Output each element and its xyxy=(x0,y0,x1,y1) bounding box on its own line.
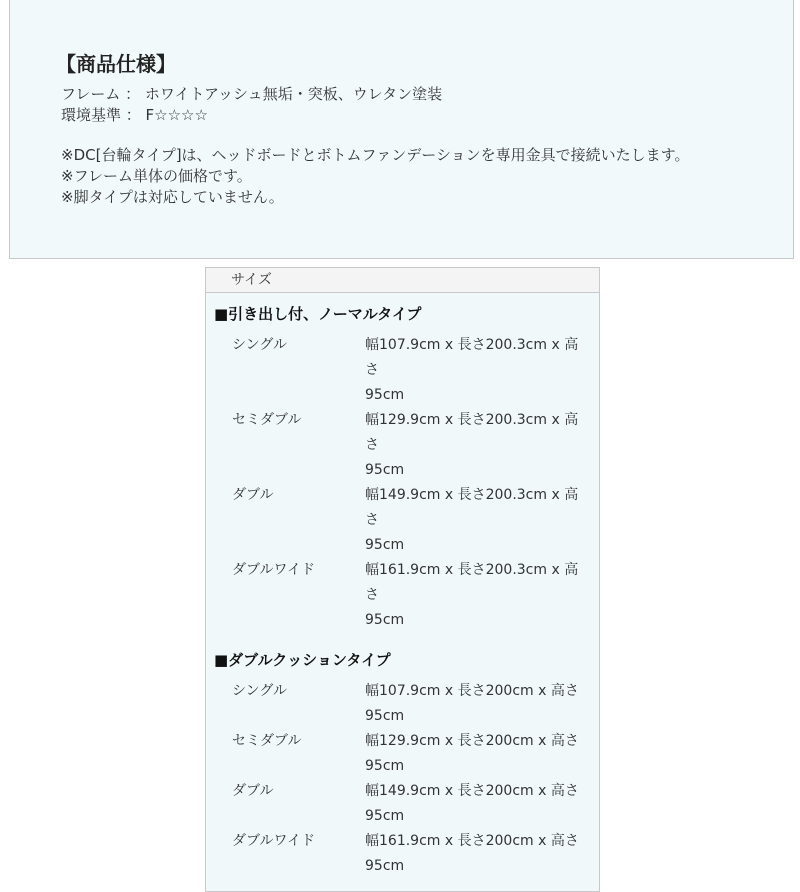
row-dim-line2: 95cm xyxy=(365,858,405,874)
row-size-name: ダブルワイド xyxy=(232,562,316,578)
product-spec-panel xyxy=(9,0,794,259)
size-section-title: ■引き出し付、ノーマルタイプ xyxy=(214,305,422,323)
table-row xyxy=(214,408,591,483)
size-table-header: サイズ xyxy=(206,268,599,293)
note-dc-connection: ※DC[台輪タイプ]は、ヘッドボードとボトムファンデーションを専用金具で接続いたします。 xyxy=(61,146,690,164)
row-dimensions xyxy=(365,829,591,879)
row-dim-line1: 幅149.9cm x 長さ200cm x 高さ xyxy=(365,783,579,799)
row-dim-line2: 95cm xyxy=(365,612,405,628)
table-row xyxy=(214,558,591,633)
size-section xyxy=(214,303,591,633)
size-section xyxy=(214,649,591,879)
row-size-name: ダブル xyxy=(232,487,274,503)
row-size-name: シングル xyxy=(232,337,287,353)
size-section-title: ■ダブルクッションタイプ xyxy=(214,651,391,669)
row-dimensions xyxy=(365,558,591,633)
row-size-name: セミダブル xyxy=(232,733,302,749)
row-dim-line1: 幅107.9cm x 長さ200.3cm x 高さ xyxy=(365,337,579,378)
row-dimensions xyxy=(365,679,591,729)
spec-notes xyxy=(61,145,793,208)
row-dim-line1: 幅149.9cm x 長さ200.3cm x 高さ xyxy=(365,487,579,528)
size-table-body xyxy=(206,293,599,891)
row-dimensions xyxy=(365,779,591,829)
spec-line-frame: フレーム ： ホワイトアッシュ無垢・突板、ウレタン塗装 xyxy=(61,85,443,103)
row-size-name: ダブル xyxy=(232,783,274,799)
row-size-name: シングル xyxy=(232,683,287,699)
spec-panel-title: 【商品仕様】 xyxy=(56,52,176,76)
row-dim-line2: 95cm xyxy=(365,808,405,824)
note-frame-only-price: ※フレーム単体の価格です。 xyxy=(61,167,252,185)
spec-lines xyxy=(61,84,793,126)
row-dim-line1: 幅161.9cm x 長さ200.3cm x 高さ xyxy=(365,562,579,603)
row-dimensions xyxy=(365,729,591,779)
table-row xyxy=(214,729,591,779)
row-dim-line2: 95cm xyxy=(365,708,405,724)
table-row xyxy=(214,483,591,558)
note-leg-type: ※脚タイプは対応していません。 xyxy=(61,188,284,206)
row-dim-line1: 幅129.9cm x 長さ200.3cm x 高さ xyxy=(365,412,579,453)
row-dimensions xyxy=(365,408,591,483)
row-dimensions xyxy=(365,333,591,408)
row-dim-line1: 幅107.9cm x 長さ200cm x 高さ xyxy=(365,683,579,699)
row-dimensions xyxy=(365,483,591,558)
size-table xyxy=(205,267,600,892)
row-dim-line2: 95cm xyxy=(365,537,405,553)
table-row xyxy=(214,333,591,408)
row-dim-line2: 95cm xyxy=(365,387,405,403)
spec-line-eco-standard: 環境基準 ： F☆☆☆☆ xyxy=(61,106,208,124)
row-size-name: ダブルワイド xyxy=(232,833,316,849)
row-dim-line1: 幅129.9cm x 長さ200cm x 高さ xyxy=(365,733,579,749)
row-dim-line1: 幅161.9cm x 長さ200cm x 高さ xyxy=(365,833,579,849)
row-dim-line2: 95cm xyxy=(365,758,405,774)
row-size-name: セミダブル xyxy=(232,412,302,428)
table-row xyxy=(214,679,591,729)
table-row xyxy=(214,779,591,829)
row-dim-line2: 95cm xyxy=(365,462,405,478)
table-row xyxy=(214,829,591,879)
